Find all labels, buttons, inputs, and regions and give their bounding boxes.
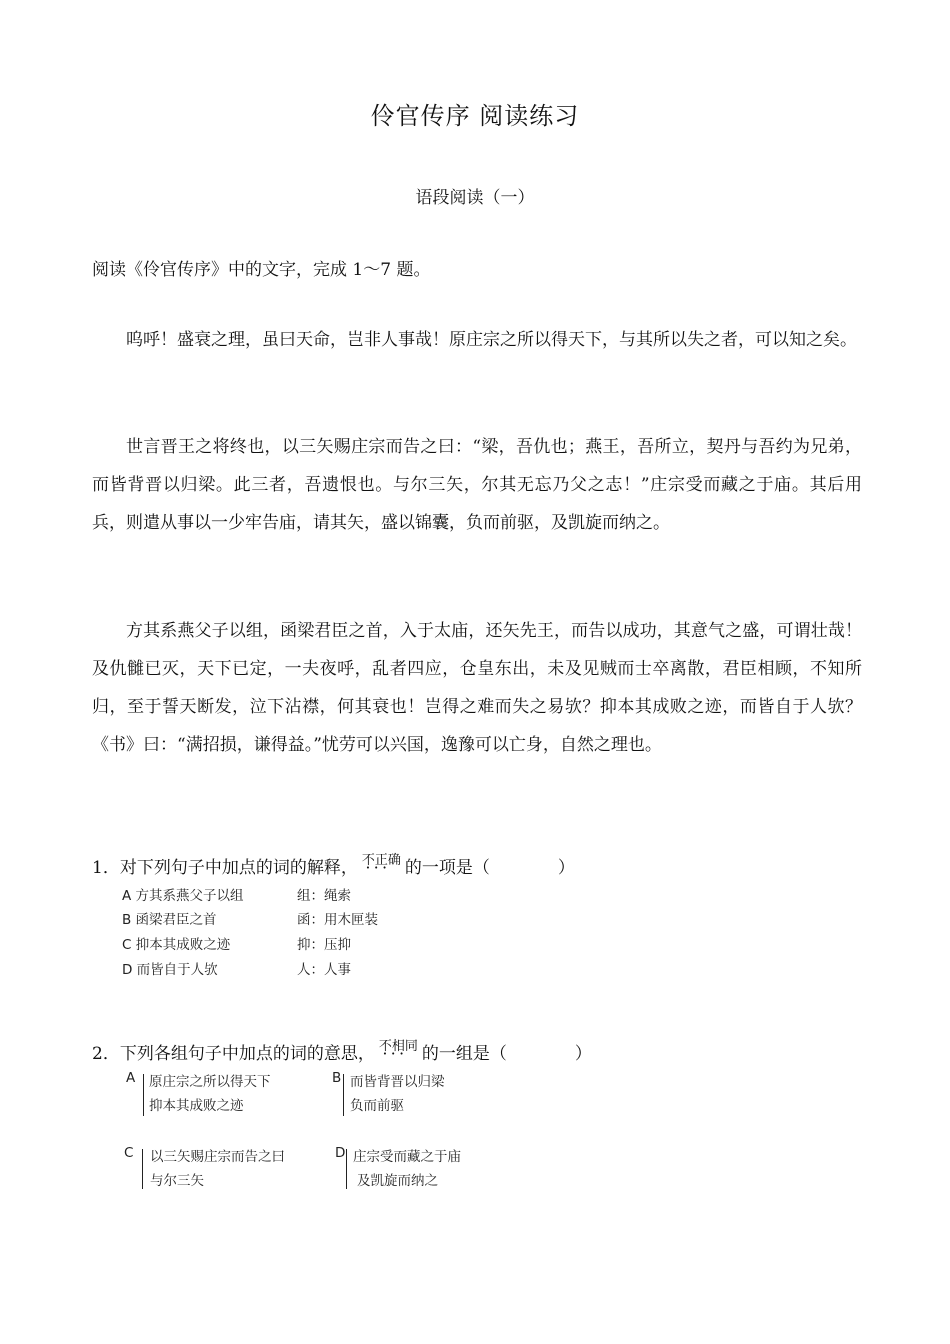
q2-group-a-line-1: 原庄宗之所以得天下: [149, 1074, 271, 1090]
q2-group-d-letter: D: [335, 1145, 346, 1161]
question-1-prefix: 1．对下列句子中加点的词的解释，: [92, 858, 358, 878]
q1-option-a-gloss: 组：绳索: [297, 888, 351, 904]
q1-option-b-gloss: 函：用木匣装: [297, 912, 378, 928]
q2-group-a-line-2: 抑本其成败之迹: [149, 1098, 244, 1114]
q2-group-c-line-1: 以三矢赐庄宗而告之曰: [150, 1149, 285, 1165]
q2-group-d-brace: [346, 1149, 347, 1189]
question-1-suffix: 的一项是（ ）: [404, 858, 575, 878]
question-2-suffix: 的一组是（ ）: [421, 1044, 592, 1064]
question-2-emphasis-note: 不相同 • • •: [379, 1035, 418, 1054]
q1-option-a: A 方其系燕父子以组: [122, 888, 244, 904]
question-1: [92, 853, 575, 878]
intro-instruction: 阅读《伶官传序》中的文字，完成 1～7 题。: [92, 260, 431, 280]
passage-paragraph-3: 方其系燕父子以组，函梁君臣之首，入于太庙，还矢先王，而告以成功，其意气之盛，可谓壮哉！及仇雠已灭，天下已定，一夫夜呼，乱者四应，仓皇东出，未及见贼而士卒离散，君臣相顾，不知所归，至于誓天断发，泣下沾襟，何其衰也！岂得之难而失之易欤？抑本其成败之迹，而皆自于人欤？《书》曰：“满招损，谦得益。”忧劳可以兴国，逸豫可以亡身，自然之理也。: [92, 621, 862, 755]
q1-option-c: C 抑本其成败之迹: [122, 937, 231, 953]
q2-group-b-brace: [343, 1074, 344, 1116]
question-2-prefix: 2．下列各组句子中加点的词的意思，: [92, 1044, 375, 1064]
q2-group-c-line-2: 与尔三矢: [150, 1173, 204, 1189]
q1-option-b: B 函梁君臣之首: [122, 912, 217, 928]
q2-group-c-brace: [142, 1149, 143, 1189]
q2-group-d-line-2: 及凯旋而纳之: [357, 1173, 438, 1189]
q2-group-a-letter: A: [126, 1070, 136, 1086]
q2-group-a-brace: [143, 1074, 144, 1116]
question-2: [92, 1039, 592, 1064]
q2-group-b-letter: B: [332, 1070, 342, 1086]
passage-paragraph-1: 呜呼！盛衰之理，虽曰天命，岂非人事哉！原庄宗之所以得天下，与其所以失之者，可以知之矣。: [126, 330, 857, 350]
q1-option-d: D 而皆自于人欤: [122, 962, 218, 978]
q1-option-c-gloss: 抑：压抑: [297, 937, 351, 953]
q2-group-c-letter: C: [124, 1145, 134, 1161]
passage-paragraph-2: 世言晋王之将终也，以三矢赐庄宗而告之曰：“梁，吾仇也；燕王，吾所立，契丹与吾约为兄弟，而皆背晋以归梁。此三者，吾遗恨也。与尔三矢，尔其无忘乃父之志！”庄宗受而藏之于庙。其后用兵，则遣从事以一少牢告庙，请其矢，盛以锦囊，负而前驱，及凯旋而纳之。: [92, 437, 862, 533]
question-1-emphasis-note: 不正确 • • •: [362, 849, 401, 868]
page-title: 伶官传序 阅读练习: [370, 102, 580, 130]
q2-group-b-line-2: 负而前驱: [350, 1098, 404, 1114]
q2-group-b-line-1: 而皆背晋以归梁: [350, 1074, 445, 1090]
q1-option-d-gloss: 人：人事: [297, 962, 351, 978]
section-subtitle: 语段阅读（一）: [415, 188, 535, 208]
q2-group-d-line-1: 庄宗受而藏之于庙: [353, 1149, 461, 1165]
